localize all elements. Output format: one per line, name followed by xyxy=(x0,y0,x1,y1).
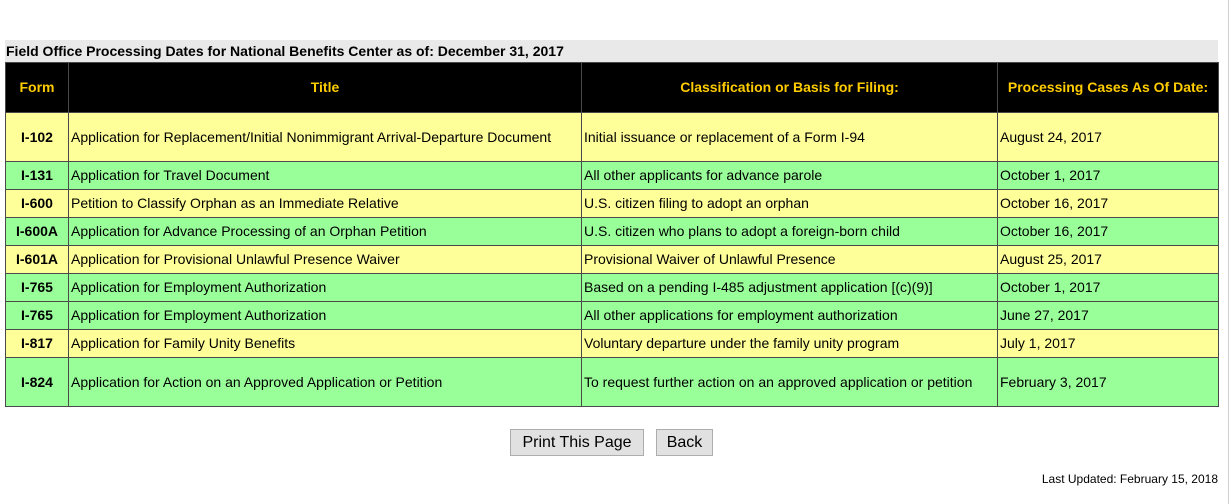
date-cell: October 16, 2017 xyxy=(998,190,1219,218)
table-row xyxy=(6,330,1219,358)
title-cell: Application for Employment Authorization xyxy=(69,302,582,330)
classification-cell: Voluntary departure under the family unity program xyxy=(582,330,998,358)
date-cell: October 16, 2017 xyxy=(998,218,1219,246)
last-updated-text: Last Updated: February 15, 2018 xyxy=(1041,472,1218,486)
form-cell: I-601A xyxy=(6,246,69,274)
table-row xyxy=(6,218,1219,246)
classification-cell: Initial issuance or replacement of a Form I-94 xyxy=(582,113,998,162)
form-cell: I-131 xyxy=(6,162,69,190)
title-cell: Application for Family Unity Benefits xyxy=(69,330,582,358)
title-cell: Application for Employment Authorization xyxy=(69,274,582,302)
form-cell: I-765 xyxy=(6,274,69,302)
classification-cell: U.S. citizen who plans to adopt a foreign-born child xyxy=(582,218,998,246)
title-cell: Petition to Classify Orphan as an Immediate Relative xyxy=(69,190,582,218)
title-cell: Application for Replacement/Initial Nonimmigrant Arrival-Departure Document xyxy=(69,113,582,162)
form-cell: I-600 xyxy=(6,190,69,218)
header-form: Form xyxy=(6,63,69,113)
classification-cell: Based on a pending I-485 adjustment application [(c)(9)] xyxy=(582,274,998,302)
date-cell: July 1, 2017 xyxy=(998,330,1219,358)
table-row xyxy=(6,302,1219,330)
table-row xyxy=(6,162,1219,190)
classification-cell: To request further action on an approved application or petition xyxy=(582,358,998,407)
table-row xyxy=(6,358,1219,407)
classification-cell: U.S. citizen filing to adopt an orphan xyxy=(582,190,998,218)
classification-cell: Provisional Waiver of Unlawful Presence xyxy=(582,246,998,274)
form-cell: I-765 xyxy=(6,302,69,330)
title-cell: Application for Provisional Unlawful Presence Waiver xyxy=(69,246,582,274)
form-cell: I-817 xyxy=(6,330,69,358)
title-cell: Application for Advance Processing of an Orphan Petition xyxy=(69,218,582,246)
form-cell: I-102 xyxy=(6,113,69,162)
title-cell: Application for Travel Document xyxy=(69,162,582,190)
classification-cell: All other applications for employment authorization xyxy=(582,302,998,330)
table-caption: Field Office Processing Dates for National Benefits Center as of: December 31, 2017 xyxy=(5,40,1218,62)
processing-dates-table xyxy=(5,62,1219,407)
form-cell: I-600A xyxy=(6,218,69,246)
back-button[interactable]: Back xyxy=(656,429,713,456)
date-cell: October 1, 2017 xyxy=(998,274,1219,302)
button-bar xyxy=(0,429,1232,457)
print-page-button[interactable]: Print This Page xyxy=(510,429,644,456)
date-cell: August 24, 2017 xyxy=(998,113,1219,162)
date-cell: February 3, 2017 xyxy=(998,358,1219,407)
date-cell: August 25, 2017 xyxy=(998,246,1219,274)
header-classification: Classification or Basis for Filing: xyxy=(582,63,998,113)
table-row xyxy=(6,274,1219,302)
classification-cell: All other applicants for advance parole xyxy=(582,162,998,190)
date-cell: October 1, 2017 xyxy=(998,162,1219,190)
table-row xyxy=(6,190,1219,218)
table-row xyxy=(6,246,1219,274)
header-title: Title xyxy=(69,63,582,113)
header-row xyxy=(6,63,1219,113)
title-cell: Application for Action on an Approved Application or Petition xyxy=(69,358,582,407)
form-cell: I-824 xyxy=(6,358,69,407)
table-row xyxy=(6,113,1219,162)
date-cell: June 27, 2017 xyxy=(998,302,1219,330)
header-processing-date: Processing Cases As Of Date: xyxy=(998,63,1219,113)
